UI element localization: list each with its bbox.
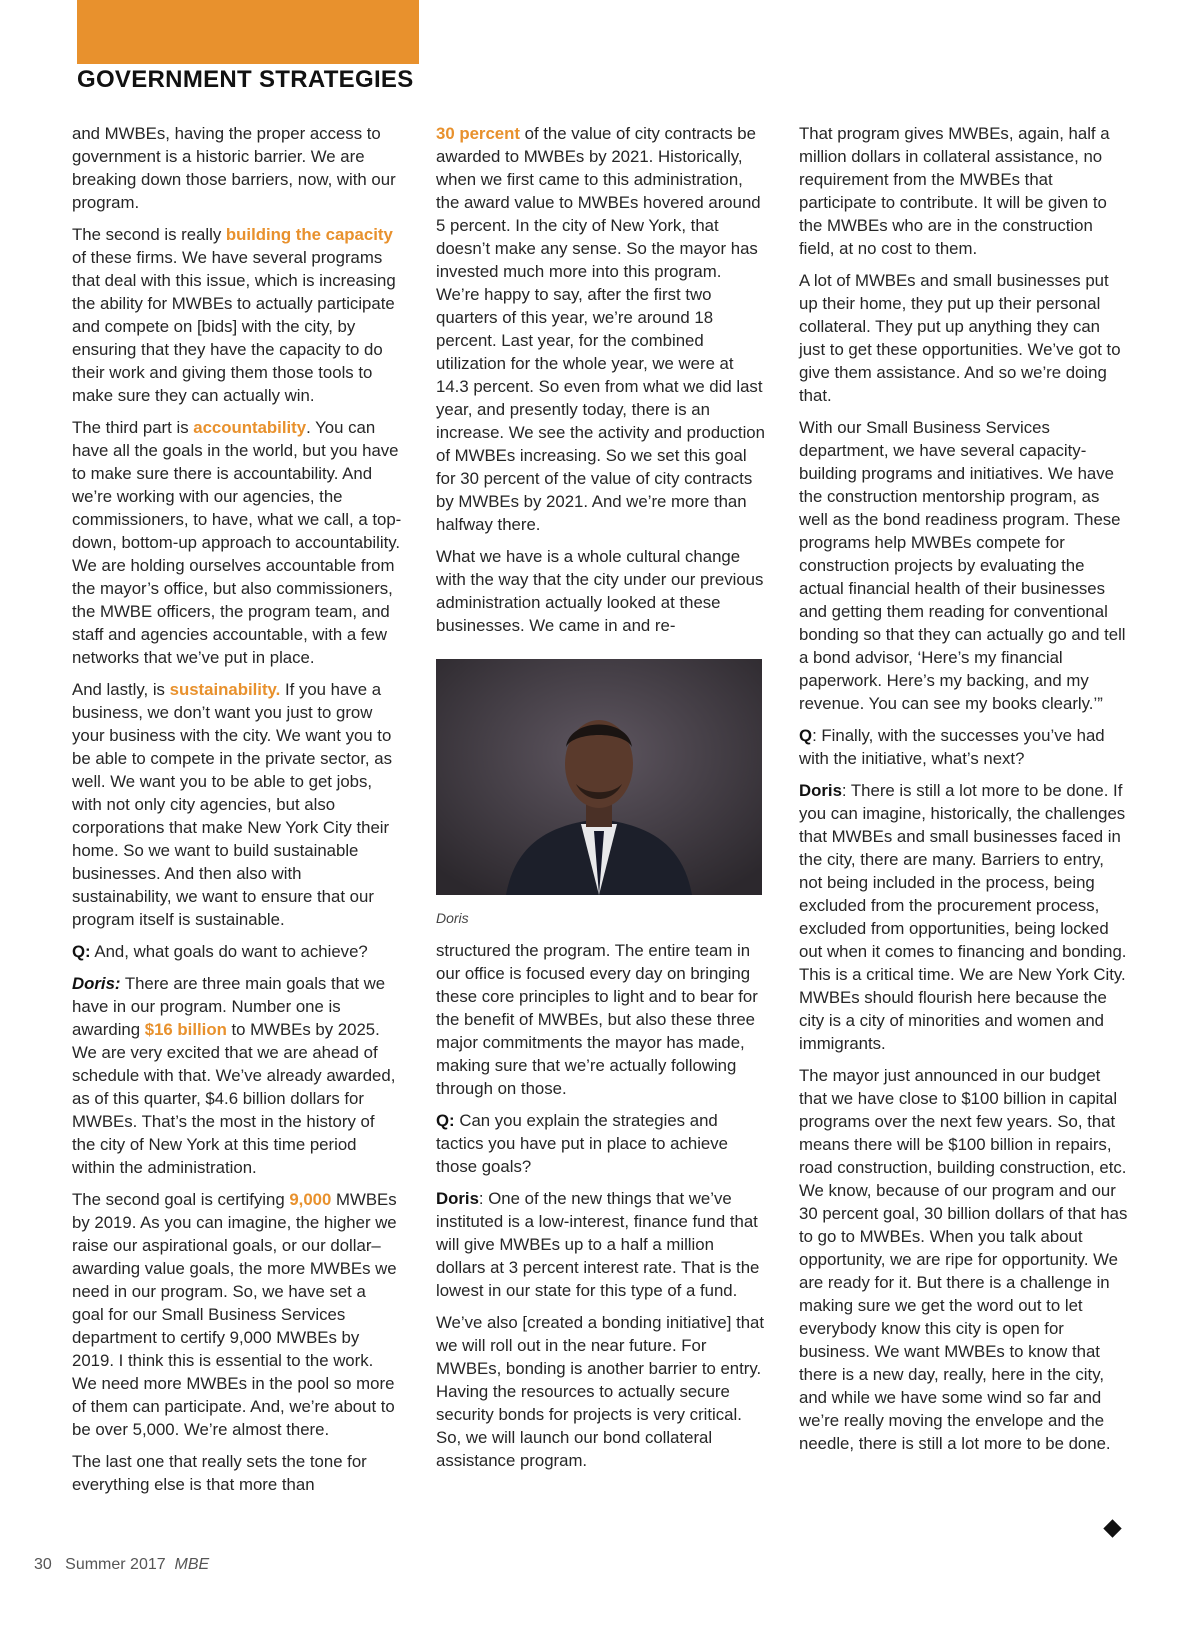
speaker-label: Doris (436, 1189, 479, 1208)
paragraph: structured the program. The entire team in our office is focused every day on bringing these core principles to light and to bear for the benefit of MWBEs, but also these three major commitments the mayor has made, making sure that we’re actually following through on those. (436, 941, 758, 1098)
answer-paragraph: Doris: There is still a lot more to be done. If you can imagine, historically, the challenges that MWBEs and small businesses faced in the city, there are many. Barriers to entry, not being included in the process, being excluded from the procurement process, excluded from opportunities, being locked out when it comes to financing and bonding. This is a critical time. We are New York City. MWBEs should flourish here because the city is a city of minorities and women and immigrants. (799, 781, 1127, 1053)
paragraph: With our Small Business Services department, we have several capacity-building programs and initiatives. We have the construction mentorship program, as well as the bond readiness program. These programs help MWBEs compete for construction projects by evaluating the actual financial health of their businesses and getting them reading for conventional bonding so that they can actually go and tell a bond advisor, ‘Here’s my financial paperwork. Here’s my backing, and my revenue. You can see my books clearly.’” (799, 418, 1126, 713)
paragraph: The mayor just announced in our budget that we have close to $100 billion in capital programs over the next few years. So, that means there will be $100 billion in repairs, road construction, building construction, etc. We know, because of our program and our 30 percent goal, 30 billion dollars of that has to go to MWBEs. When you talk about opportunity, we are ripe for opportunity. We are ready for it. But there is a challenge in making sure we get the word out to let everybody know this city is open for business. We want MWBEs to know that there is a new day, really, here in the city, and while we have some wind so far and we’re really moving the envelope and the needle, there is still a lot more to be done. (799, 1066, 1128, 1453)
paragraph: A lot of MWBEs and small businesses put up their home, they put up their personal collateral. They put up anything they can just to get these opportunities. We’ve got to give them assistance. And so we’re doing that. (799, 271, 1121, 405)
article-column-2 (436, 122, 766, 1481)
question-label: Q: (436, 1111, 455, 1130)
answer-paragraph: Doris: One of the new things that we’ve instituted is a low-interest, finance fund that will give MWBEs up to a half a million dollars at 3 percent interest rate. That is the lowest in our state for this type of a fund. (436, 1189, 760, 1300)
paragraph: What we have is a whole cultural change with the way that the city under our previous administration actually looked at these businesses. We came in and re- (436, 547, 764, 635)
paragraph: The third part is accountability. You can have all the goals in the world, but you have to make sure there is accountability. And we’re working with our agencies, the commissioners, to have, what we call, a top-down, bottom-up approach to accountability. We are holding ourselves accountable from the mayor’s office, but also commissioners, the MWBE officers, the program team, and staff and agencies accountable, with a few networks that we’ve put in place. (72, 418, 402, 667)
article-column-3 (799, 122, 1129, 1464)
end-of-article-diamond-icon (1103, 1519, 1121, 1537)
portrait-photo (436, 659, 762, 895)
paragraph: and MWBEs, having the proper access to government is a historic barrier. We are breaking down those barriers, now, with our program. (72, 124, 396, 212)
speaker-label: Doris: (72, 974, 121, 993)
highlight-text: $16 billion (144, 1020, 227, 1039)
paragraph: That program gives MWBEs, again, half a million dollars in collateral assistance, no requirement from the MWBEs that participate to contribute. It will be given to the MWBEs who are in the construction field, at no cost to them. (799, 124, 1110, 258)
section-title: GOVERNMENT STRATEGIES (77, 66, 414, 93)
highlight-text: 30 percent (436, 124, 520, 143)
paragraph: The second goal is certifying 9,000 MWBEs by 2019. As you can imagine, the higher we raise our aspirational goals, or our dollar–awarding value goals, the more MWBEs we need in our program. So, we have set a goal for our Small Business Services department to certify 9,000 MWBEs by 2019. I think this is essential to the work. We need more MWBEs in the pool so more of them can participate. And, we’re about to be over 5,000. We’re almost there. (72, 1190, 397, 1439)
paragraph: The last one that really sets the tone for everything else is that more than (72, 1452, 367, 1494)
highlight-text: sustainability. (169, 680, 281, 699)
page-number: 30 (34, 1556, 52, 1573)
highlight-text: building the capacity (225, 225, 393, 244)
header-orange-bar (77, 0, 419, 64)
paragraph: And lastly, is sustainability. If you have a business, we don’t want you just to grow your business with the city. We want you to be able to compete in the private sector, as well. We want you to be able to get jobs, with not only city agencies, but also corporations that make New York City their home. So we want to build sustainable businesses. And then also with sustainability, we want to ensure that our program itself is sustainable. (72, 680, 392, 929)
speaker-label: Doris (799, 781, 842, 800)
question-paragraph: Q: Finally, with the successes you’ve had with the initiative, what’s next? (799, 726, 1105, 768)
answer-paragraph: Doris: There are three main goals that we have in our program. Number one is awarding $16 billion to MWBEs by 2025. We are very excited that we are ahead of schedule with that. We’ve already awarded, as of this quarter, $4.6 billion dollars for MWBEs. That’s the most in the history of the city of New York at this time period within the administration. (72, 974, 396, 1177)
article-column-1 (72, 122, 402, 1505)
question-paragraph: Q: And, what goals do want to achieve? (72, 942, 368, 961)
question-paragraph: Q: Can you explain the strategies and tactics you have put in place to achieve those goals? (436, 1111, 728, 1176)
paragraph: The second is really building the capacity of these firms. We have several programs that deal with this issue, which is increasing the ability for MWBEs to actually participate and compete on [bids] with the city, by ensuring that they have the capacity to do their work and giving them those tools to make sure they can actually win. (72, 225, 396, 405)
page-footer (34, 1556, 209, 1574)
paragraph: We’ve also [created a bonding initiative] that we will roll out in the near future. For MWBEs, bonding is another barrier to entry. Having the resources to actually secure security bonds for projects is very critical. So, we will launch our bond collateral assistance program. (436, 1313, 765, 1470)
paragraph: 30 percent of the value of city contracts be awarded to MWBEs by 2021. Historically, when we first came to this administration, the award value to MWBEs hovered around 5 percent. In the city of New York, that doesn’t make any sense. So the mayor has invested much more into this program. We’re happy to say, after the first two quarters of this year, we’re around 18 percent. Last year, for the combined utilization for the whole year, we were at 14.3 percent. So even from what we did last year, and presently today, there is an increase. We see the activity and production of MWBEs increasing. So we set this goal for 30 percent of the value of city contracts by MWBEs by 2021. And we’re more than halfway there. (436, 124, 765, 534)
issue-date: Summer 2017 (65, 1556, 166, 1573)
highlight-text: 9,000 (289, 1190, 332, 1209)
question-label: Q (799, 726, 813, 745)
magazine-name: MBE (174, 1556, 210, 1573)
highlight-text: accountability (193, 418, 307, 437)
photo-caption: Doris (436, 910, 469, 926)
question-label: Q: (72, 942, 91, 961)
